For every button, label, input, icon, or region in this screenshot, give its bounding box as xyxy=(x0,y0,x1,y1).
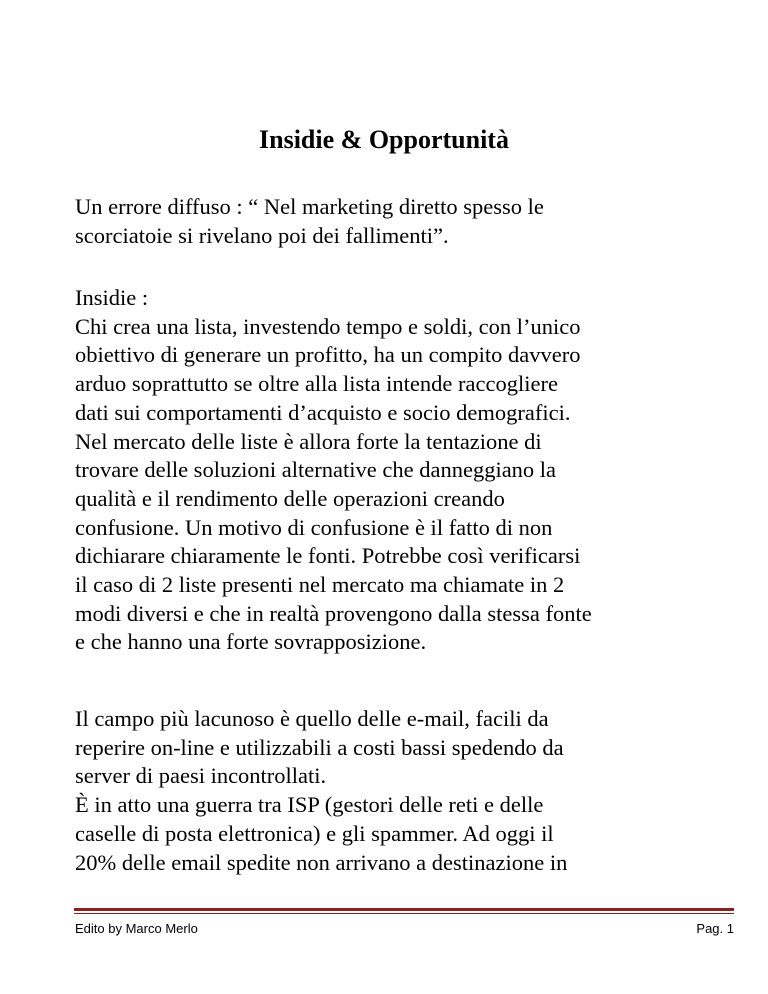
text-line: arduo soprattutto se oltre alla lista intende raccogliere xyxy=(75,371,558,397)
text-line: 20% delle email spedite non arrivano a destinazione in xyxy=(75,849,568,875)
text-line: e che hanno una forte sovrapposizione. xyxy=(75,629,427,655)
text-line: obiettivo di generare un profitto, ha un compito davvero xyxy=(75,342,581,368)
text-line: il caso di 2 liste presenti nel mercato ma chiamate in 2 xyxy=(75,572,565,598)
paragraph-email xyxy=(75,705,735,877)
page-number: Pag. 1 xyxy=(696,921,734,936)
text-line: Nel mercato delle liste è allora forte la tentazione di xyxy=(75,428,542,454)
text-line: Un errore diffuso : “ Nel marketing diretto spesso le xyxy=(75,194,544,219)
text-line: dati sui comportamenti d’acquisto e socio demografici. xyxy=(75,399,571,425)
page-title: Insidie & Opportunità xyxy=(259,125,509,154)
text-line: scorciatoie si rivelano poi dei fallimenti”. xyxy=(75,222,449,248)
footer-divider-thin xyxy=(74,913,734,914)
text-line: server di paesi incontrollati. xyxy=(75,763,327,789)
section-heading-insidie: Insidie : xyxy=(75,285,149,310)
text-line: dichiarare chiaramente le fonti. Potrebbe così verificarsi xyxy=(75,543,581,569)
footer-author: Edito by Marco Merlo xyxy=(75,921,198,936)
text-line: modi diversi e che in realtà provengono dalla stessa fonte xyxy=(75,600,592,626)
text-line: Il campo più lacunoso è quello delle e-mail, facili da xyxy=(75,706,549,731)
text-line: qualità e il rendimento delle operazioni creando xyxy=(75,485,505,511)
text-line: confusione. Un motivo di confusione è il fatto di non xyxy=(75,514,553,540)
text-line: reperire on-line e utilizzabili a costi bassi spedendo da xyxy=(75,734,564,760)
text-line: trovare delle soluzioni alternative che danneggiano la xyxy=(75,457,557,483)
footer-divider xyxy=(74,908,734,911)
text-line: Chi crea una lista, investendo tempo e soldi, con l’unico xyxy=(75,313,581,339)
text-line: È in atto una guerra tra ISP (gestori delle reti e delle xyxy=(75,792,544,818)
paragraph-intro xyxy=(75,193,735,250)
text-line: caselle di posta elettronica) e gli spammer. Ad oggi il xyxy=(75,820,554,846)
paragraph-insidie xyxy=(75,284,735,657)
